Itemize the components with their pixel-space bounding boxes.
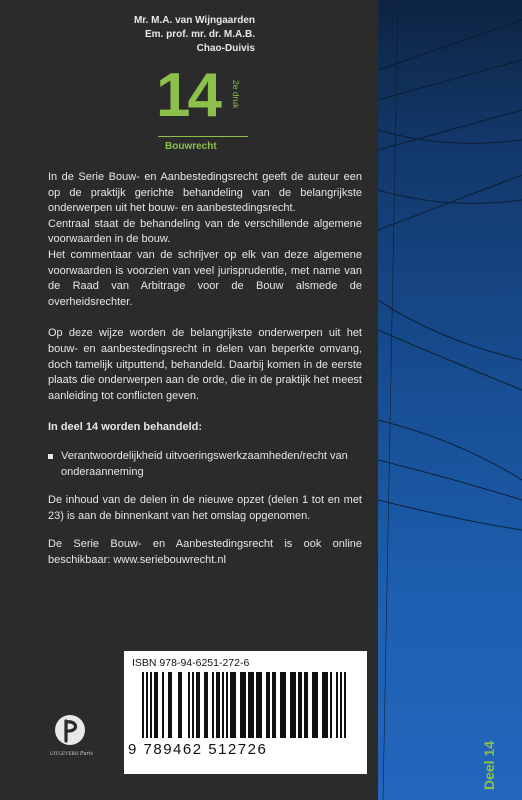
barcode-bar xyxy=(188,672,190,738)
barcode-bar xyxy=(272,672,276,738)
barcode-bar xyxy=(344,672,346,738)
barcode-bar xyxy=(248,672,254,738)
barcode-bar xyxy=(196,672,200,738)
publisher-p-icon xyxy=(54,714,86,746)
barcode-bar xyxy=(226,672,228,738)
barcode-bar xyxy=(212,672,214,738)
barcode-bar xyxy=(322,672,328,738)
barcode-bar xyxy=(266,672,270,738)
spine-label xyxy=(466,706,506,792)
isbn-label: ISBN 978-94-6251-272-6 xyxy=(132,657,250,669)
barcode-bar xyxy=(178,672,182,738)
barcode-bar xyxy=(330,672,332,738)
spine-title-text: Deel 14 xyxy=(481,740,497,790)
contents-item xyxy=(48,449,362,480)
barcode-bar xyxy=(216,672,220,738)
barcode-icon xyxy=(136,672,356,740)
publisher-logo xyxy=(50,714,93,764)
bullet-square-icon xyxy=(48,454,53,459)
barcode-bar xyxy=(204,672,208,738)
barcode-bar xyxy=(230,672,236,738)
contents-item-text: Verantwoordelijkheid uitvoeringswerkzaamheden/recht van onderaanneming xyxy=(61,449,348,478)
volume-number: 14 xyxy=(156,61,219,130)
barcode-bar xyxy=(336,672,338,738)
delen-note: De inhoud van de delen in de nieuwe opzet (delen 1 tot en met 23) is aan de binnenkant van het omslag opgenomen. xyxy=(48,494,362,522)
author-line: Mr. M.A. van Wijngaarden xyxy=(133,15,255,26)
barcode-bar xyxy=(256,672,262,738)
paragraph: In de Serie Bouw- en Aanbestedingsrecht geeft de auteur een op de praktijk gerichte behandeling van de belangrijkste onderwerpen uit het bouw- en aanbestedingsrecht. xyxy=(48,171,362,215)
sky-photo xyxy=(378,0,522,800)
barcode-bar xyxy=(222,672,224,738)
paragraph: Centraal staat de behandeling van de verschillende algemene voorwaarden in de bouw. xyxy=(48,217,362,246)
barcode-digits: 9 789462 512726 xyxy=(128,741,268,758)
barcode-bar xyxy=(240,672,246,738)
barcode-bar xyxy=(304,672,308,738)
power-lines-icon xyxy=(378,0,522,800)
barcode-bar xyxy=(312,672,318,738)
title-rule xyxy=(158,136,248,137)
author-line: Chao-Duivis xyxy=(196,43,255,54)
barcode-bar xyxy=(146,672,148,738)
barcode-bar xyxy=(150,672,152,738)
barcode-bar xyxy=(290,672,296,738)
barcode-bar xyxy=(162,672,164,738)
contents-heading: In deel 14 worden behandeld: xyxy=(48,421,203,434)
barcode-bar xyxy=(154,672,158,738)
paragraph: Het commentaar van de schrijver op elk van deze algemene voorwaarden is voorzien van veel jurisprudentie, met name van de Raad van Arbitrage voor de Bouw alsmede de overheidsrechter. xyxy=(48,248,362,308)
barcode-bar xyxy=(280,672,286,738)
edition-text: 2e druk xyxy=(231,80,241,109)
blurb xyxy=(48,170,362,568)
author-block xyxy=(134,14,255,56)
barcode-bar xyxy=(298,672,302,738)
barcode-bar xyxy=(142,672,144,738)
paragraph: Op deze wijze worden de belangrijkste onderwerpen uit het bouw- en aanbestedingsrecht in delen van beperkte omvang, doch tamelijk uitputtend, behandeld. Daarbij komen in de eerste plaats die onderwerpen aan de orde, die in de praktijk het meest aanleiding tot conflicten geven. xyxy=(48,327,362,402)
barcode-bar xyxy=(340,672,342,738)
publisher-name: UITGEVERIJ Paris xyxy=(50,751,93,757)
edition-label xyxy=(230,78,242,128)
barcode-bar xyxy=(168,672,172,738)
barcode-bar xyxy=(192,672,194,738)
online-note: De Serie Bouw- en Aanbestedingsrecht is ook online beschikbaar: www.seriebouwrecht.nl xyxy=(48,538,362,566)
series-subtitle: Bouwrecht xyxy=(165,141,217,152)
author-line: Em. prof. mr. dr. M.A.B. xyxy=(144,29,255,40)
